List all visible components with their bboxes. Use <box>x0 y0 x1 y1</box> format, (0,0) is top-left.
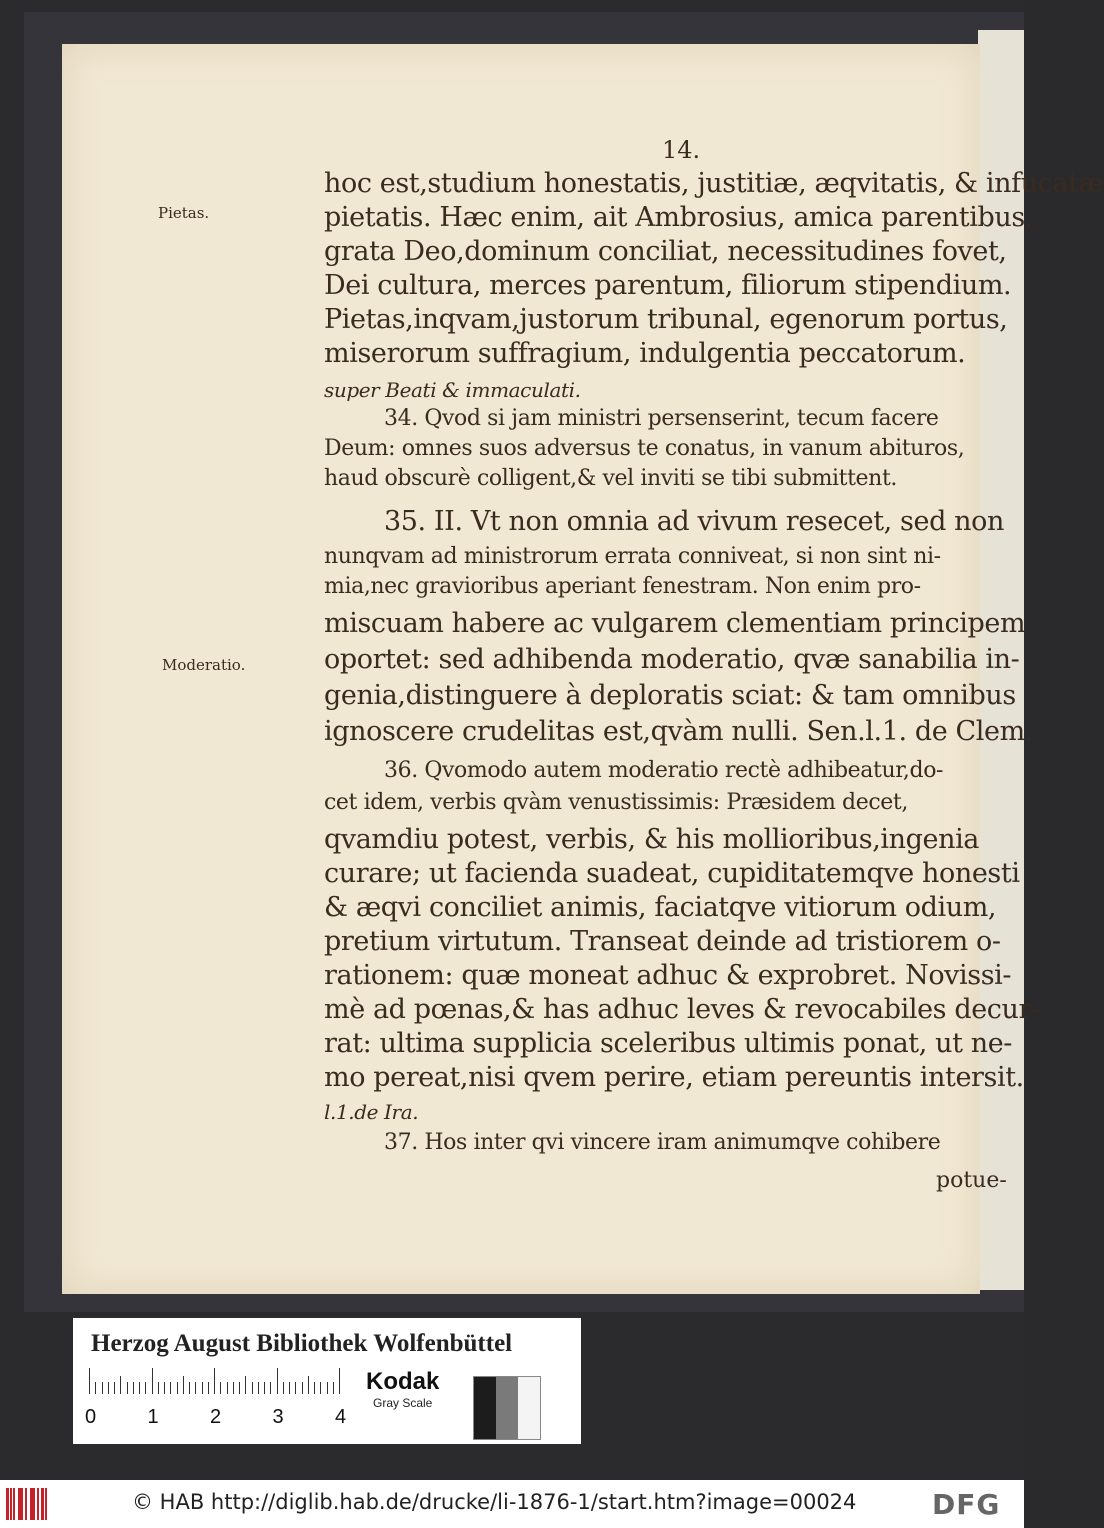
ruler-number: 0 <box>85 1406 97 1428</box>
ruler-tick <box>258 1382 259 1394</box>
text-line: mè ad pœnas,& has adhuc leves & revocabiles decur- <box>324 994 1040 1025</box>
footer-bar <box>0 1480 1024 1528</box>
ruler-tick <box>277 1368 278 1394</box>
ruler-tick <box>95 1382 96 1394</box>
ruler-tick <box>264 1382 265 1394</box>
ruler-tick <box>333 1382 334 1394</box>
barcode-bar <box>37 1488 39 1520</box>
text-line: haud obscurè colligent,& vel inviti se tibi submittent. <box>324 466 897 491</box>
text-line: miscuam habere ac vulgarem clementiam principem <box>324 608 1026 639</box>
text-line: miserorum suffragium, indulgentia peccatorum. <box>324 338 966 369</box>
text-line: hoc est,studium honestatis, justitiæ, æqvitatis, & infucatæ <box>324 168 1104 199</box>
text-line: rat: ultima supplicia sceleribus ultimis ponat, ut ne- <box>324 1028 1013 1059</box>
ruler-tick <box>289 1382 290 1394</box>
ruler-number: 3 <box>272 1406 284 1428</box>
ruler-tick <box>295 1382 296 1394</box>
gray-step <box>496 1377 518 1439</box>
margin-note: Pietas. <box>158 204 210 222</box>
page-number: 14. <box>662 136 701 164</box>
text-line: mo pereat,nisi qvem perire, etiam pereuntis intersit. <box>324 1062 1024 1093</box>
ruler-tick <box>102 1382 103 1394</box>
barcode-bar <box>45 1488 47 1520</box>
catchword: potue- <box>936 1168 1007 1193</box>
text-line: 36. Qvomodo autem moderatio rectè adhibeatur,do- <box>384 758 944 783</box>
ruler-tick <box>302 1382 303 1394</box>
card-title: Herzog August Bibliothek Wolfenbüttel <box>91 1330 513 1357</box>
ruler-tick <box>227 1382 228 1394</box>
ruler-tick <box>339 1368 340 1394</box>
ruler-tick <box>233 1382 234 1394</box>
text-line: 35. II. Vt non omnia ad vivum resecet, sed non <box>384 506 1004 537</box>
text-line: Dei cultura, merces parentum, filiorum stipendium. <box>324 270 1012 301</box>
citation: super Beati & immaculati. <box>324 378 581 402</box>
ruler-tick <box>133 1382 134 1394</box>
text-line: Deum: omnes suos adversus te conatus, in vanum abituros, <box>324 436 965 461</box>
ruler-tick <box>202 1382 203 1394</box>
ruler-tick <box>245 1376 246 1394</box>
ruler-tick <box>220 1382 221 1394</box>
text-line: Pietas,inqvam,justorum tribunal, egenorum portus, <box>324 304 1008 335</box>
text-line: nunqvam ad ministrorum errata conniveat, si non sint ni- <box>324 544 941 569</box>
citation: l.1.de Ira. <box>324 1100 419 1124</box>
ruler-tick <box>214 1368 215 1394</box>
ruler-number: 4 <box>335 1406 347 1428</box>
ruler-tick <box>108 1382 109 1394</box>
text-line: ignoscere crudelitas est,qvàm nulli. Sen.l.1. de Clem. <box>324 716 1033 747</box>
text-line: rationem: quæ moneat adhuc & exprobret. Novissi- <box>324 960 1012 991</box>
source-credit: © HAB http://diglib.hab.de/drucke/li-1876-1/start.htm?image=00024 <box>132 1490 857 1514</box>
gray-scale-patch <box>473 1376 541 1440</box>
ruler-tick <box>127 1382 128 1394</box>
text-line: mia,nec gravioribus aperiant fenestram. Non enim pro- <box>324 574 921 599</box>
ruler-tick <box>164 1382 165 1394</box>
ruler-number: 2 <box>210 1406 222 1428</box>
text-line: pietatis. Hæc enim, ait Ambrosius, amica parentibus, <box>324 202 1033 233</box>
ruler-tick <box>252 1382 253 1394</box>
text-line: pretium virtutum. Transeat deinde ad tristiorem o- <box>324 926 1001 957</box>
book-page <box>62 44 1104 1294</box>
ruler-tick <box>120 1376 121 1394</box>
dfg-logo: DFG <box>932 1488 1001 1521</box>
ruler-tick <box>177 1382 178 1394</box>
text-line: cet idem, verbis qvàm venustissimis: Præsidem decet, <box>324 790 908 815</box>
barcode-bar <box>10 1488 12 1520</box>
kodak-label: Kodak <box>366 1368 440 1395</box>
text-line: 37. Hos inter qvi vincere iram animumqve cohibere <box>384 1130 941 1155</box>
ruler-tick <box>183 1376 184 1394</box>
text-line: 34. Qvod si jam ministri persenserint, tecum facere <box>384 406 939 431</box>
text-line: & æqvi conciliet animis, faciatqve vitiorum odium, <box>324 892 997 923</box>
margin-note: Moderatio. <box>162 656 246 674</box>
barcode-bar <box>41 1488 44 1520</box>
barcode-bar <box>25 1488 27 1520</box>
ruler-number: 1 <box>147 1406 159 1428</box>
gray-scale-label: Gray Scale <box>373 1396 433 1410</box>
gray-step <box>474 1377 496 1439</box>
barcode-bar <box>33 1488 35 1520</box>
ruler-tick <box>327 1382 328 1394</box>
hab-barcode-logo <box>6 1488 50 1520</box>
ruler-tick <box>114 1382 115 1394</box>
color-reference-card <box>73 1318 581 1444</box>
gray-step <box>518 1377 540 1439</box>
ruler <box>85 1366 349 1428</box>
page-text <box>62 44 1104 1294</box>
ruler-tick <box>145 1382 146 1394</box>
text-line: genia,distinguere à deploratis sciat: & tam omnibus <box>324 680 1016 711</box>
ruler-tick <box>189 1382 190 1394</box>
ruler-tick <box>270 1382 271 1394</box>
text-line: qvamdiu potest, verbis, & his mollioribus,ingenia <box>324 824 980 855</box>
ruler-tick <box>320 1382 321 1394</box>
ruler-tick <box>158 1382 159 1394</box>
text-line: grata Deo,dominum conciliat, necessitudines fovet, <box>324 236 1007 267</box>
ruler-tick <box>195 1382 196 1394</box>
barcode-bar <box>6 1488 9 1520</box>
ruler-tick <box>283 1382 284 1394</box>
barcode-bar <box>13 1488 15 1520</box>
ruler-tick <box>208 1382 209 1394</box>
ruler-tick <box>89 1368 90 1394</box>
ruler-tick <box>239 1382 240 1394</box>
ruler-tick <box>170 1382 171 1394</box>
ruler-tick <box>139 1382 140 1394</box>
text-line: curare; ut facienda suadeat, cupiditatemqve honesti <box>324 858 1020 889</box>
ruler-tick <box>314 1382 315 1394</box>
ruler-tick <box>152 1368 153 1394</box>
text-line: oportet: sed adhibenda moderatio, qvæ sanabilia in- <box>324 644 1020 675</box>
ruler-tick <box>308 1376 309 1394</box>
barcode-bar <box>21 1488 23 1520</box>
